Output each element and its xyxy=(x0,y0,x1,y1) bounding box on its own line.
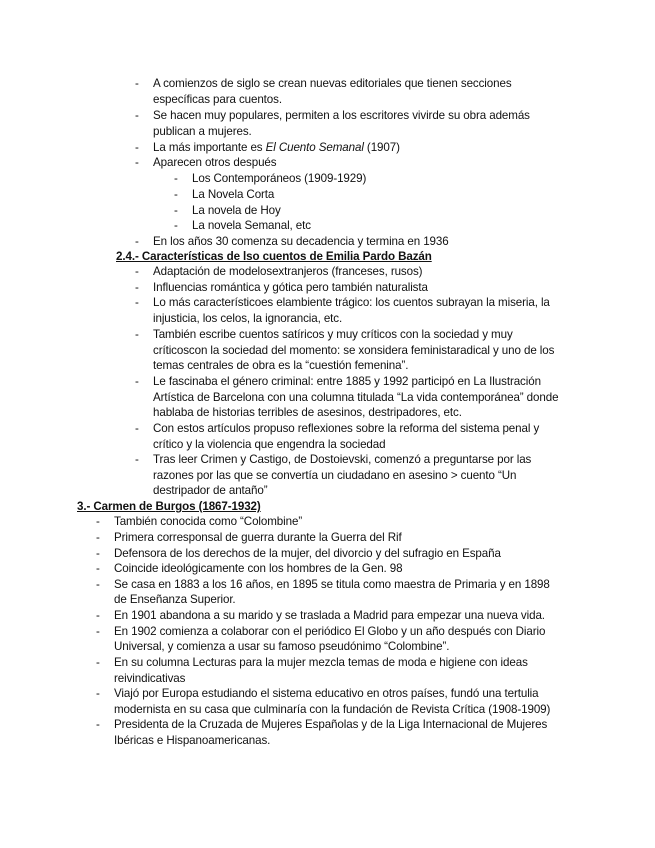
sub-bullet-dash: - xyxy=(174,219,178,232)
list-item-line: reivindicativas xyxy=(114,672,186,685)
list-item-line: En 1901 abandona a su marido y se traslada a Madrid para empezar una nueva vida. xyxy=(114,609,545,622)
bullet-dash: - xyxy=(135,422,139,435)
list-item-line: Presidenta de la Cruzada de Mujeres Españolas y de la Liga Internacional de Mujeres xyxy=(114,718,548,731)
bullet-dash: - xyxy=(135,156,139,169)
bullet-dash: - xyxy=(96,687,100,700)
bullet-dash: - xyxy=(96,562,100,575)
list-item-line: En su columna Lecturas para la mujer mezcla temas de moda e higiene con ideas xyxy=(114,656,528,669)
sub-list-item: La novela Semanal, etc xyxy=(192,219,311,232)
list-item-line: publican a mujeres. xyxy=(153,125,252,138)
list-item-line: También conocida como “Colombine” xyxy=(114,515,303,528)
list-item-line: destripador de antaño” xyxy=(153,484,268,497)
list-item-line xyxy=(153,140,400,155)
list-item-line: injusticia, los celos, la ignorancia, etc. xyxy=(153,312,343,325)
bullet-dash: - xyxy=(96,625,100,638)
sub-bullet-dash: - xyxy=(174,204,178,217)
bullet-dash: - xyxy=(96,515,100,528)
list-item-line: En los años 30 comenza su decadencia y termina en 1936 xyxy=(153,235,449,248)
list-item-line: modernista en su casa que culminaría con la fundación de Revista Crítica (1908-1909) xyxy=(114,703,551,716)
section-heading: 2.4.- Características de lso cuentos de Emilia Pardo Bazán xyxy=(116,250,432,263)
list-item-line: específicas para cuentos. xyxy=(153,93,282,106)
list-item-line: Ibéricas e Hispanoamericanas. xyxy=(114,734,271,747)
text-plain: (1907) xyxy=(363,141,400,154)
bullet-dash: - xyxy=(135,375,139,388)
list-item-line: hablaba de historias terribles de asesinos, destripadores, etc. xyxy=(153,406,462,419)
bullet-dash: - xyxy=(96,578,100,591)
bullet-dash: - xyxy=(135,453,139,466)
list-item-line: También escribe cuentos satíricos y muy críticos con la sociedad y muy xyxy=(153,328,513,341)
list-item-line: temas centrales de obra es la “cuestión femenina”. xyxy=(153,359,409,372)
list-item-line: razones por las que se convertía un ciudadano en asesino > cuento “Un xyxy=(153,469,517,482)
bullet-dash: - xyxy=(96,718,100,731)
bullet-dash: - xyxy=(96,609,100,622)
list-item-line: Aparecen otros después xyxy=(153,156,277,169)
bullet-dash: - xyxy=(135,235,139,248)
sub-bullet-dash: - xyxy=(174,188,178,201)
bullet-dash: - xyxy=(96,547,100,560)
list-item-line: Viajó por Europa estudiando el sistema educativo en otros países, fundó una tertulia xyxy=(114,687,539,700)
list-item-line: Primera corresponsal de guerra durante la Guerra del Rif xyxy=(114,531,402,544)
sub-list-item: La Novela Corta xyxy=(192,188,275,201)
list-item-line: Se casa en 1883 a los 16 años, en 1895 se titula como maestra de Primaria y en 1898 xyxy=(114,578,550,591)
list-item-line: Se hacen muy populares, permiten a los escritores vivirde su obra además xyxy=(153,109,530,122)
sub-list-item: La novela de Hoy xyxy=(192,204,281,217)
bullet-dash: - xyxy=(135,296,139,309)
section-heading: 3.- Carmen de Burgos (1867-1932) xyxy=(77,500,261,513)
list-item-line: Artística de Barcelona con una columna titulada “La vida contemporánea” donde xyxy=(153,391,559,404)
text-plain: La más importante es xyxy=(153,141,266,154)
list-item-line: Defensora de los derechos de la mujer, del divorcio y del sufragio en España xyxy=(114,547,501,560)
list-item-line: A comienzos de siglo se crean nuevas editoriales que tienen secciones xyxy=(153,77,512,90)
list-item-line: Tras leer Crimen y Castigo, de Dostoievski, comenzó a preguntarse por las xyxy=(153,453,532,466)
bullet-dash: - xyxy=(135,281,139,294)
sub-list-item: Los Contemporáneos (1909-1929) xyxy=(192,172,367,185)
bullet-dash: - xyxy=(135,109,139,122)
bullet-dash: - xyxy=(96,656,100,669)
bullet-dash: - xyxy=(96,531,100,544)
bullet-dash: - xyxy=(135,141,139,154)
list-item-line: Coincide ideológicamente con los hombres de la Gen. 98 xyxy=(114,562,403,575)
bullet-dash: - xyxy=(135,265,139,278)
sub-bullet-dash: - xyxy=(174,172,178,185)
list-item-line: Le fascinaba el género criminal: entre 1885 y 1992 participó en La Ilustración xyxy=(153,375,541,388)
list-item-line: de Enseñanza Superior. xyxy=(114,593,236,606)
list-item-line: Universal, y comienza a usar su famoso pseudónimo “Colombine”. xyxy=(114,640,450,653)
list-item-line: Lo más característicoes elambiente trágico: los cuentos subrayan la miseria, la xyxy=(153,296,550,309)
list-item-line: Con estos artículos propuso reflexiones sobre la reforma del sistema penal y xyxy=(153,422,540,435)
bullet-dash: - xyxy=(135,328,139,341)
list-item-line: crítico y la violencia que engendra la sociedad xyxy=(153,438,386,451)
list-item-line: críticoscon la sociedad del momento: se xonsidera feministaradical y uno de los xyxy=(153,344,555,357)
list-item-line: Influencias romántica y gótica pero también naturalista xyxy=(153,281,428,294)
bullet-dash: - xyxy=(135,77,139,90)
magazine-title: El Cuento Semanal xyxy=(265,141,364,154)
list-item-line: Adaptación de modelosextranjeros (franceses, rusos) xyxy=(153,265,423,278)
list-item-line: En 1902 comienza a colaborar con el periódico El Globo y un año después con Diario xyxy=(114,625,546,638)
